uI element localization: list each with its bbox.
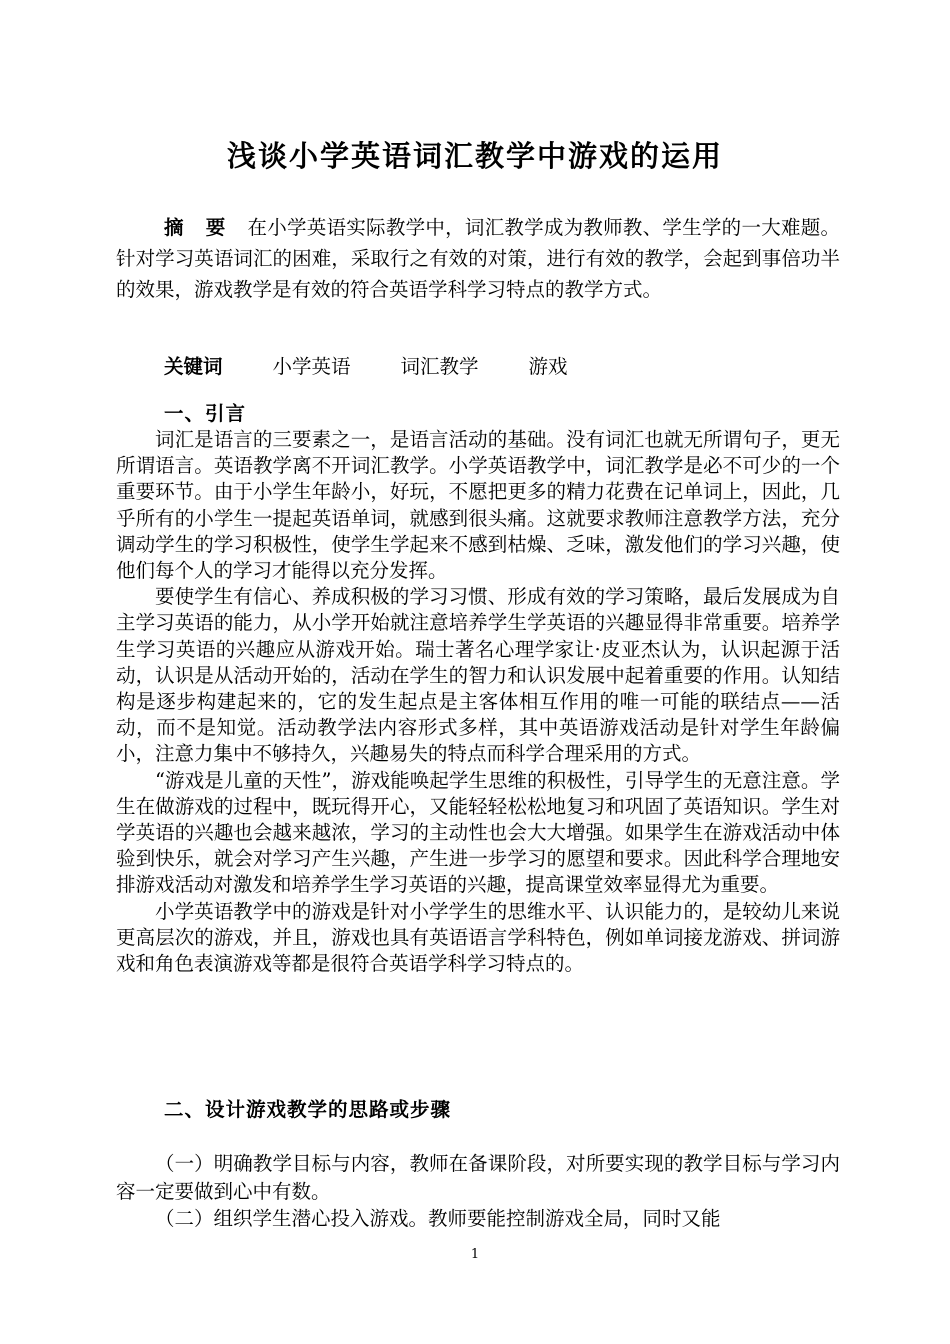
paragraph: 小学英语教学中的游戏是针对小学学生的思维水平、认识能力的，是较幼儿来说更高层次的游戏，并且，游戏也具有英语语言学科特色，例如单词接龙游戏、拼词游戏和角色表演游戏等都是很符合英语学科学习特点的。 (116, 899, 840, 976)
paragraph: （一）明确教学目标与内容，教师在备课阶段，对所要实现的教学目标与学习内容一定要做到心中有数。 (116, 1152, 840, 1203)
document-title: 浅谈小学英语词汇教学中游戏的运用 (226, 139, 723, 173)
paragraph: 要使学生有信心、养成积极的学习习惯、形成有效的学习策略，最后发展成为自主学习英语的能力，从小学开始就注意培养学生学英语的兴趣显得非常重要。培养学生学习英语的兴趣应从游戏开始。瑞士著名心理学家让·皮亚杰认为，认识起源于活动，认识是从活动开始的，活动在学生的智力和认识发展中起着重要的作用。认知结构是逐步构建起来的，它的发生起点是主客体相互作用的唯一可能的联结点——活动，而不是知觉。活动教学法内容形式多样，其中英语游戏活动是针对学生年龄偏小，注意力集中不够持久，兴趣易失的特点而科学合理采用的方式。 (116, 585, 840, 766)
keyword: 小学英语 (272, 355, 351, 378)
keywords-label: 关键词 (164, 355, 223, 378)
section-introduction-body (116, 427, 840, 977)
section-heading-introduction: 一、引言 (164, 402, 247, 425)
section-heading-design: 二、设计游戏教学的思路或步骤 (164, 1098, 452, 1121)
abstract-text: 在小学英语实际教学中，词汇教学成为教师教、学生学的一大难题。针对学习英语词汇的困难，采取行之有效的对策，进行有效的教学，会起到事倍功半的效果，游戏教学是有效的符合英语学科学习特点的教学方式。 (116, 216, 840, 301)
keywords-line (164, 352, 618, 382)
keyword: 词汇教学 (400, 355, 479, 378)
paragraph: “游戏是儿童的天性”，游戏能唤起学生思维的积极性，引导学生的无意注意。学生在做游戏的过程中，既玩得开心，又能轻轻松松地复习和巩固了英语知识。学生对学英语的兴趣也会越来越浓，学习的主动性也会大大增强。如果学生在游戏活动中体验到快乐，就会对学习产生兴趣，产生进一步学习的愿望和要求。因此科学合理地安排游戏活动对激发和培养学生学习英语的兴趣，提高课堂效率显得尤为重要。 (116, 768, 840, 897)
paragraph: 词汇是语言的三要素之一，是语言活动的基础。没有词汇也就无所谓句子，更无所谓语言。英语教学离不开词汇教学。小学英语教学中，词汇教学是必不可少的一个重要环节。由于小学生年龄小，好玩，不愿把更多的精力花费在记单词上，因此，几乎所有的小学生一提起英语单词，就感到很头痛。这就要求教师注意教学方法，充分调动学生的学习积极性，使学生学起来不感到枯燥、乏味，激发他们的学习兴趣，使他们每个人的学习才能得以充分发挥。 (116, 428, 840, 583)
abstract (116, 212, 840, 305)
paragraph: （二）组织学生潜心投入游戏。教师要能控制游戏全局，同时又能 (155, 1207, 721, 1230)
keyword: 游戏 (528, 355, 568, 378)
section-design-body (116, 1150, 840, 1233)
page-number: 1 (470, 1247, 480, 1262)
abstract-label: 摘要 (164, 216, 248, 239)
